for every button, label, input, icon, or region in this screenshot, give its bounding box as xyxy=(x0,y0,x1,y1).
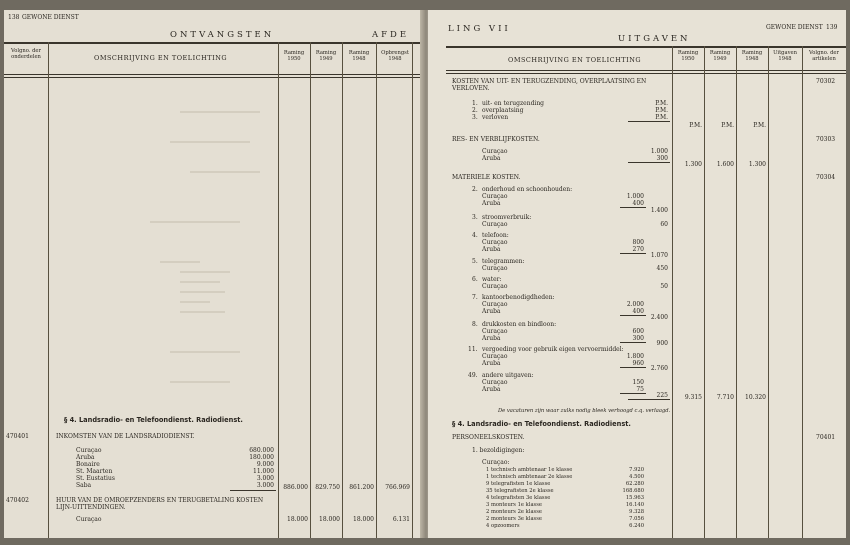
group-subtotal: 2.400 xyxy=(650,314,668,321)
col-raming1950-header: Raming 1950 xyxy=(283,50,305,62)
right-col-volgnr-header: Volgno. der artikelen xyxy=(809,50,839,62)
col-opbrengst1948-header: Opbrengst 1948 xyxy=(381,50,409,62)
group-title: drukkosten en bindloon: xyxy=(482,321,557,328)
group-title: telegrammen: xyxy=(482,258,525,265)
list-item-number: 1. xyxy=(472,100,478,107)
list-item-value: 300 xyxy=(632,335,644,342)
right-page-number: 139 xyxy=(826,24,838,31)
list-item: 2 monteurs 3e klasse xyxy=(486,516,542,522)
list-item: 3 monteurs 1e klasse xyxy=(486,502,542,508)
list-item-value: 75 xyxy=(636,386,644,393)
list-item: 4 opzoomers xyxy=(486,523,520,529)
list-item: 4 telegrafisten 3e klasse xyxy=(486,495,551,501)
group-subtotal: 225 xyxy=(656,392,668,399)
list-item-value: 150 xyxy=(632,379,644,386)
list-item-value: 1.000 xyxy=(650,148,668,155)
list-item-value: 800 xyxy=(632,239,644,246)
right-col-omschrijving-header: OMSCHRIJVING EN TOELICHTING xyxy=(508,56,642,64)
group-title: water: xyxy=(482,276,502,283)
list-item-value: 50 xyxy=(660,283,668,290)
right-banner-left: LING VII xyxy=(448,24,511,34)
curacao-label: Curaçao: xyxy=(482,459,510,466)
right-col-uitgaven1948-header: Uitgaven 1948 xyxy=(773,50,797,62)
list-item-amount: 9.000 xyxy=(256,461,274,468)
group-number: 2. xyxy=(472,186,478,193)
list-item-value: 168.680 xyxy=(622,488,644,494)
list-item-amount: 3.000 xyxy=(256,475,274,482)
block-code: 70303 xyxy=(816,136,836,143)
group-title: telefoon: xyxy=(482,232,509,239)
total-raming1948: 18.000 xyxy=(353,516,374,523)
block-code: 70304 xyxy=(816,174,836,181)
group-number: 3. xyxy=(472,214,478,221)
list-item-value: 270 xyxy=(632,246,644,253)
col-omschrijving-header: OMSCHRIJVING EN TOELICHTING xyxy=(94,54,228,62)
list-item: Aruba xyxy=(482,308,501,315)
group-title: vergoeding voor gebruik eigen vervoermiddel: xyxy=(482,346,624,353)
group-title: stroomverbruik: xyxy=(482,214,532,221)
list-item-value: 300 xyxy=(656,155,668,162)
right-running-head: GEWONE DIENST xyxy=(766,24,823,31)
entry-code: 470401 xyxy=(6,433,29,440)
left-page xyxy=(4,10,424,538)
total-raming1950: 9.315 xyxy=(684,394,702,401)
total-raming1950: 886.000 xyxy=(283,484,308,491)
list-item-value: 9.328 xyxy=(629,509,644,515)
entry-title: INKOMSTEN VAN DE LANDSRADIODIENST. xyxy=(56,433,195,440)
list-item-number: 2. xyxy=(472,107,478,114)
list-item-number: 3. xyxy=(472,114,478,121)
list-item: Curaçao xyxy=(482,301,508,308)
list-item-value: 400 xyxy=(632,200,644,207)
list-item-value: P.M. xyxy=(655,107,668,114)
group-number: 5. xyxy=(472,258,478,265)
list-item-value: 450 xyxy=(656,265,668,272)
total-raming1949: 829.750 xyxy=(315,484,340,491)
right-banner: UITGAVEN xyxy=(618,34,691,44)
total-raming1949: 1.600 xyxy=(716,161,734,168)
group-number: 8. xyxy=(472,321,478,328)
group-title: onderhoud en schoonhouden: xyxy=(482,186,573,193)
list-item-value: 62.280 xyxy=(625,481,644,487)
right-col-raming1948-header: Raming 1948 xyxy=(741,50,763,62)
bezoldigingen-label: 1. bezoldigingen: xyxy=(472,447,525,454)
total-opbrengst1948: 766.969 xyxy=(385,484,410,491)
list-item-amount: 180.000 xyxy=(249,454,274,461)
footnote: De vacaturen zijn waar zulks nodig bleek verhoogd c.q. verlaagd. xyxy=(498,408,671,414)
list-item-value: 1.800 xyxy=(626,353,644,360)
list-item-value: 4.500 xyxy=(629,474,644,480)
list-item: Curaçao xyxy=(76,447,102,454)
left-section-title: § 4. Landsradio- en Telefoondienst. Radiodienst. xyxy=(64,416,243,424)
list-item: uit- en terugzending xyxy=(482,100,545,107)
right-section-title: § 4. Landsradio- en Telefoondienst. Radiodienst. xyxy=(452,420,631,428)
list-item: Curaçao xyxy=(482,193,508,200)
group-subtotal: 900 xyxy=(656,340,668,347)
list-item: Aruba xyxy=(482,360,501,367)
list-item-value: 1.000 xyxy=(626,193,644,200)
entry-title: HUUR VAN DE OMROEPZENDERS EN TERUGBETALING KOSTEN LIJN-UITTENDINGEN. xyxy=(56,497,264,511)
group-number: 7. xyxy=(472,294,478,301)
total-raming1950: 18.000 xyxy=(287,516,308,523)
left-banner-right: AFDE xyxy=(372,30,410,40)
list-item: 1 technisch ambtenaar 1e klasse xyxy=(486,467,573,473)
group-subtotal: 1.400 xyxy=(650,207,668,214)
personeel-code: 70401 xyxy=(816,434,836,441)
list-item: Curaçao xyxy=(482,353,508,360)
group-number: 49. xyxy=(468,372,478,379)
list-item-value: 7.056 xyxy=(629,516,644,522)
list-item: 9 telegrafisten 1e klasse xyxy=(486,481,551,487)
col-raming1949-header: Raming 1949 xyxy=(315,50,337,62)
group-number: 11. xyxy=(468,346,478,353)
list-item: 1 technisch ambtenaar 2e klasse xyxy=(486,474,573,480)
total-raming1948: 861.200 xyxy=(349,484,374,491)
list-item-value: P.M. xyxy=(655,114,668,121)
entry-code: 470402 xyxy=(6,497,29,504)
list-item: Aruba xyxy=(482,386,501,393)
list-item-value: 7.920 xyxy=(629,467,644,473)
list-item: Curaçao xyxy=(482,221,508,228)
group-number: 6. xyxy=(472,276,478,283)
list-item-value: 60 xyxy=(660,221,668,228)
right-col-raming1949-header: Raming 1949 xyxy=(709,50,731,62)
total-raming1948: 1.300 xyxy=(748,161,766,168)
col-volgnr-header: Volgno. der onderdelen xyxy=(11,48,41,60)
list-item: St. Eustatius xyxy=(76,475,115,482)
total-raming1949: 7.710 xyxy=(716,394,734,401)
list-item: Bonaire xyxy=(76,461,100,468)
list-item: Aruba xyxy=(482,155,501,162)
group-subtotal: 1.070 xyxy=(650,252,668,259)
group-title: andere uitgaven: xyxy=(482,372,534,379)
list-item-value: 600 xyxy=(632,328,644,335)
group-subtotal: 2.760 xyxy=(650,365,668,372)
list-item: 35 telegrafisten 2e klasse xyxy=(486,488,554,494)
list-item-amount: 11.000 xyxy=(253,468,274,475)
col-raming1948-header: Raming 1948 xyxy=(348,50,370,62)
block-title: RES- EN VERBLIJFKOSTEN. xyxy=(452,136,540,143)
list-item-value: 400 xyxy=(632,308,644,315)
group-number: 4. xyxy=(472,232,478,239)
left-page-number: 138 xyxy=(8,14,20,21)
block-title: KOSTEN VAN UIT- EN TERUGZENDING, OVERPLAATSING EN VERLOVEN. xyxy=(452,78,647,92)
list-item-value: 960 xyxy=(632,360,644,367)
list-item: Aruba xyxy=(482,335,501,342)
total-raming1950: 1.300 xyxy=(684,161,702,168)
list-item: Aruba xyxy=(76,454,95,461)
right-col-raming1950-header: Raming 1950 xyxy=(677,50,699,62)
block-code: 70302 xyxy=(816,78,836,85)
list-item-value: 2.000 xyxy=(626,301,644,308)
personeel-title: PERSONEELSKOSTEN. xyxy=(452,434,525,441)
left-banner: ONTVANGSTEN xyxy=(170,30,275,40)
list-item: 2 monteurs 2e klasse xyxy=(486,509,542,515)
list-item-amount: 680.000 xyxy=(249,447,274,454)
bleed-through-decoration xyxy=(50,82,276,402)
left-running-head: GEWONE DIENST xyxy=(22,14,79,21)
list-item: Aruba xyxy=(482,200,501,207)
list-item-value: P.M. xyxy=(655,100,668,107)
total-raming1950: P.M. xyxy=(689,122,702,129)
list-item-amount: 3.000 xyxy=(256,482,274,489)
list-item: Curaçao xyxy=(482,283,508,290)
list-item-value: 15.963 xyxy=(625,495,644,501)
list-item: Curaçao xyxy=(482,148,508,155)
list-item: Curaçao xyxy=(482,265,508,272)
list-item: Saba xyxy=(76,482,92,489)
right-page xyxy=(428,10,846,538)
list-item: Curaçao xyxy=(482,379,508,386)
list-item: verloven xyxy=(482,114,509,121)
total-raming1949: P.M. xyxy=(721,122,734,129)
group-title: kantoorbenodigdheden: xyxy=(482,294,555,301)
list-item: St. Maarten xyxy=(76,468,113,475)
list-item: Curaçao xyxy=(482,239,508,246)
list-item-value: 16.140 xyxy=(625,502,644,508)
list-item: overplaatsing xyxy=(482,107,524,114)
list-item: Aruba xyxy=(482,246,501,253)
block-title: MATERIELE KOSTEN. xyxy=(452,174,521,181)
total-raming1949: 18.000 xyxy=(319,516,340,523)
total-raming1948: 10.320 xyxy=(745,394,766,401)
list-item: Curaçao xyxy=(482,328,508,335)
list-item-value: 6.240 xyxy=(629,523,644,529)
total-raming1948: P.M. xyxy=(753,122,766,129)
total-opbrengst1948: 6.131 xyxy=(392,516,410,523)
list-item: Curaçao xyxy=(76,516,102,523)
